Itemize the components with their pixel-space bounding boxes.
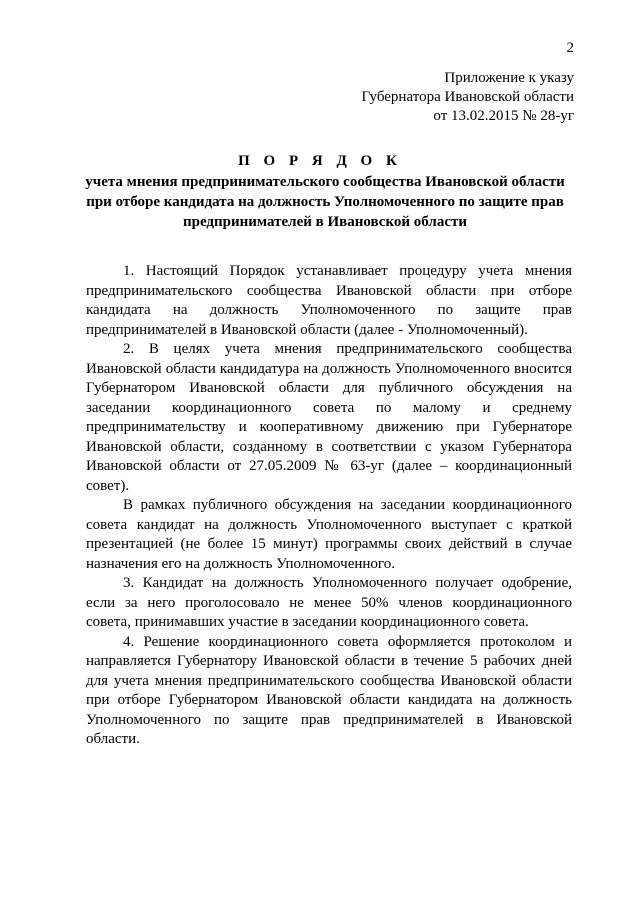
document-title: П О Р Я Д О К — [238, 153, 402, 169]
document-body — [86, 262, 572, 750]
appendix-line-3: от 13.02.2015 № 28-уг — [433, 108, 574, 124]
appendix-line-2: Губернатора Ивановской области — [361, 89, 574, 105]
appendix-line-1: Приложение к указу — [444, 70, 574, 86]
document-subtitle: учета мнения предпринимательского сообщества Ивановской области при отборе кандидата на должность Уполномоченного по защите прав предпринимателей в Ивановской области — [85, 174, 565, 230]
paragraph-3: В рамках публичного обсуждения на заседании координационного совета кандидат на должность Уполномоченного выступает с краткой презентацией (не более 15 минут) программы своих действий в случае назначения его на должность Уполномоченного. — [86, 497, 572, 572]
paragraph-4: 3. Кандидат на должность Уполномоченного получает одобрение, если за него проголосовало не менее 50% членов координационного совета, принимавших участие в заседании координационного совета. — [86, 575, 572, 630]
paragraph-5: 4. Решение координационного совета оформляется протоколом и направляется Губернатору Ивановской области в течение 5 рабочих дней для учета мнения предпринимательского сообщества Ивановской области при отборе Губернатором Ивановской области кандидата на должность Уполномоченного по защите прав предпринимателей в Ивановской области. — [86, 633, 572, 747]
paragraph-1: 1. Настоящий Порядок устанавливает процедуру учета мнения предпринимательского сообщества Ивановской области при отборе кандидата на должность Уполномоченного по защите прав предпринимателей в Ивановской области (далее - Уполномоченный). — [86, 263, 572, 338]
page-number: 2 — [566, 40, 574, 56]
appendix-header — [361, 69, 574, 126]
paragraph-2: 2. В целях учета мнения предпринимательского сообщества Ивановской области кандидатура на должность Уполномоченного вносится Губернатором Ивановской области для публичного обсуждения на заседании координационного совета по малому и среднему предпринимательству и кооперативному движению при Губернаторе Ивановской области, созданному в соответствии с указом Губернатора Ивановской области от 27.05.2009 № 63-уг (далее – координационный совет). — [86, 341, 572, 494]
